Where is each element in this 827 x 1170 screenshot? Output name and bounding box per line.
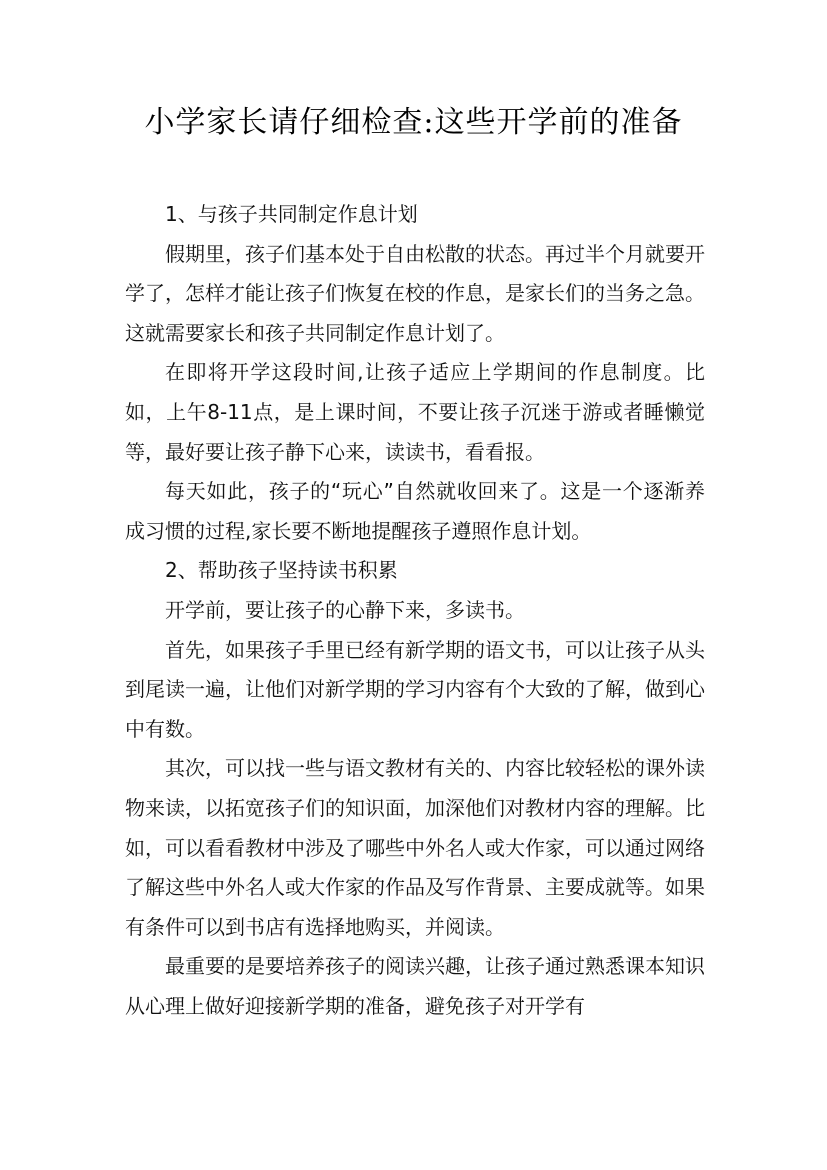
paragraph: 假期里，孩子们基本处于自由松散的状态。再过半个月就要开学了，怎样才能让孩子们恢复在校的作息，是家长们的当务之急。这就需要家长和孩子共同制定作息计划了。 bbox=[125, 241, 705, 345]
paragraph: 最重要的是要培养孩子的阅读兴趣，让孩子通过熟悉课本知识从心理上做好迎接新学期的准备，避免孩子对开学有 bbox=[125, 954, 705, 1018]
section-heading-1: 1、与孩子共同制定作息计划 bbox=[165, 202, 418, 226]
paragraph: 其次，可以找一些与语文教材有关的、内容比较轻松的课外读物来读，以拓宽孩子们的知识面，加深他们对教材内容的理解。比如，可以看看教材中涉及了哪些中外名人或大作家，可以通过网络了解这些中外名人或大作家的作品及写作背景、主要成就等。如果有条件可以到书店有选择地购买，并阅读。 bbox=[125, 756, 705, 939]
paragraph: 首先，如果孩子手里已经有新学期的语文书，可以让孩子从头到尾读一遍，让他们对新学期的学习内容有个大致的了解，做到心中有数。 bbox=[125, 637, 705, 741]
document-title: 小学家长请仔细检查:这些开学前的准备 bbox=[144, 105, 683, 140]
section-heading-2: 2、帮助孩子坚持读书积累 bbox=[165, 558, 398, 583]
paragraph: 在即将开学这段时间,让孩子适应上学期间的作息制度。比如，上午8-11点，是上课时间，不要让孩子沉迷于游或者睡懒觉等，最好要让孩子静下心来，读读书，看看报。 bbox=[125, 360, 705, 464]
paragraph: 每天如此，孩子的“玩心”自然就收回来了。这是一个逐渐养成习惯的过程,家长要不断地提醒孩子遵照作息计划。 bbox=[125, 479, 705, 543]
document-body bbox=[125, 195, 705, 1026]
paragraph: 开学前，要让孩子的心静下来，多读书。 bbox=[165, 597, 525, 622]
